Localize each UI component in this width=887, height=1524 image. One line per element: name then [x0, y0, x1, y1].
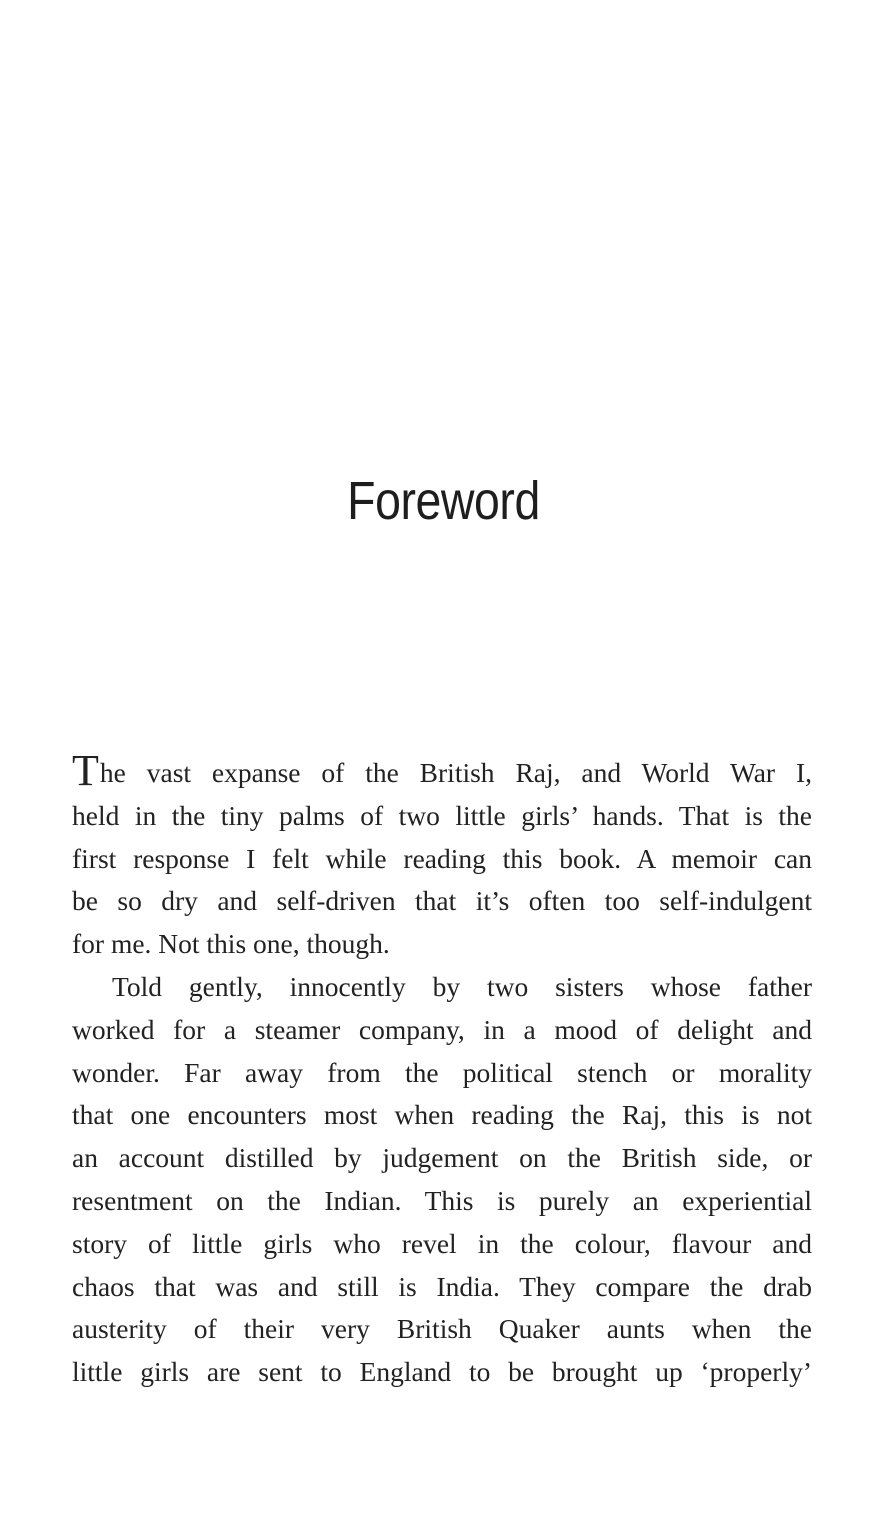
text-line: Told gently, innocently by two sisters whose father — [112, 970, 812, 1002]
text-line: be so dry and self-driven that it’s often too self-indulgent — [72, 885, 812, 917]
text-line: that one encounters most when reading the Raj, this is not — [72, 1099, 812, 1131]
text-line: wonder. Far away from the political stench or morality — [72, 1056, 812, 1088]
text-line: held in the tiny palms of two little girls’ hands. That is the — [72, 799, 812, 831]
text-line: austerity of their very British Quaker aunts when the — [72, 1313, 812, 1345]
foreword-body — [72, 746, 812, 1394]
text-line: worked for a steamer company, in a mood of delight and — [72, 1013, 812, 1045]
text-line: he vast expanse of the British Raj, and World War I, — [99, 757, 812, 788]
text-line: first response I felt while reading this book. A memoir can — [72, 842, 812, 874]
drop-cap: T — [72, 746, 99, 795]
chapter-title: Foreword — [347, 471, 540, 531]
paragraph-1-line-1 — [72, 746, 812, 795]
text-line: an account distilled by judgement on the British side, or — [72, 1142, 812, 1174]
text-line: resentment on the Indian. This is purely an experiential — [72, 1184, 812, 1216]
text-line: story of little girls who revel in the colour, flavour and — [72, 1227, 812, 1259]
text-line: for me. Not this one, though. — [72, 928, 390, 960]
text-line: little girls are sent to England to be brought up ‘properly’ — [72, 1356, 812, 1388]
text-line: chaos that was and still is India. They compare the drab — [72, 1270, 812, 1302]
